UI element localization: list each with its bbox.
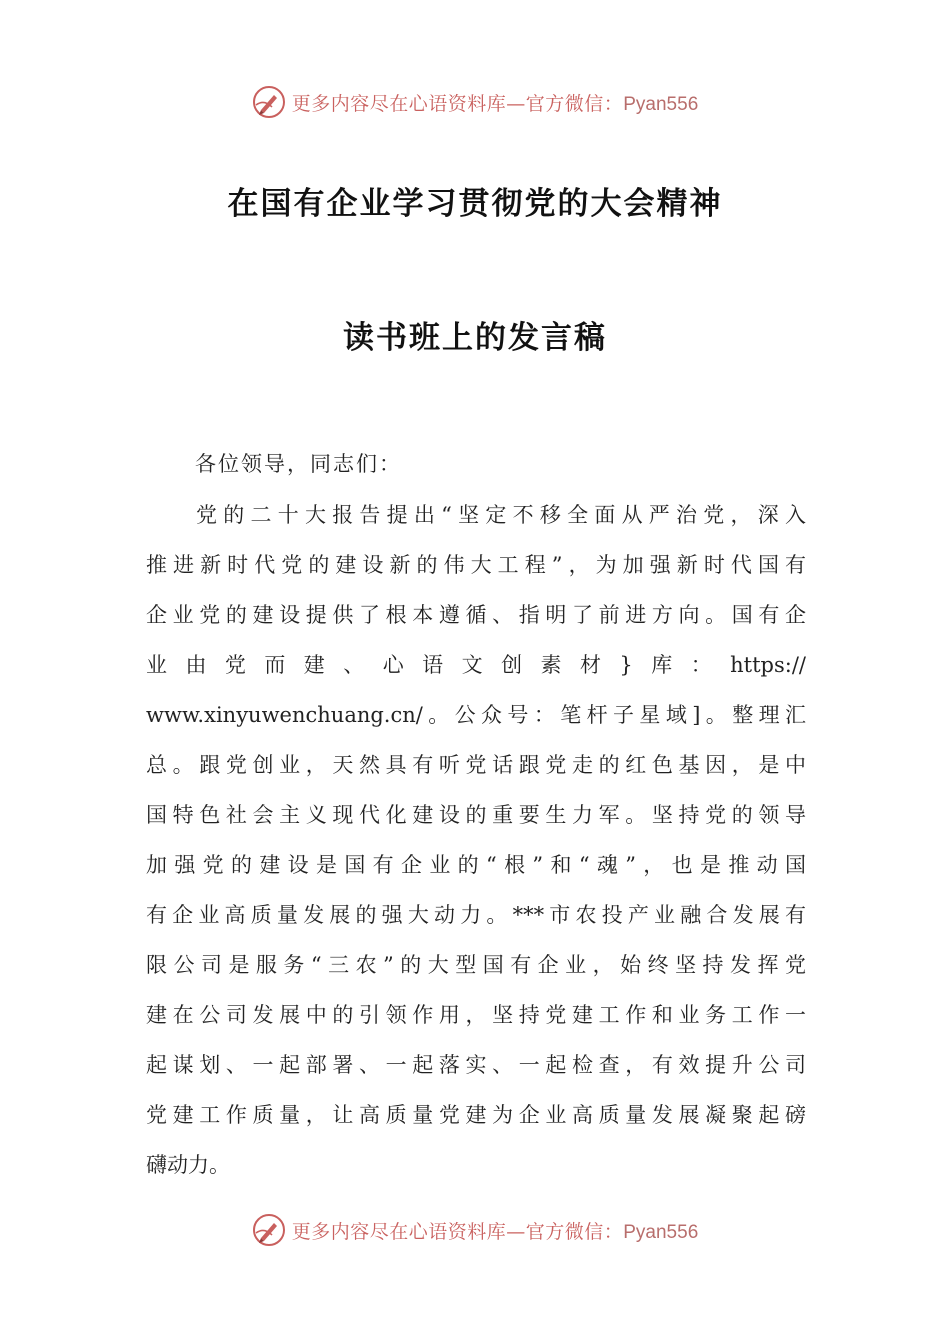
body-line: 建在公司发展中的引领作用，坚持党建工作和业务工作一 bbox=[146, 1003, 806, 1027]
body-line: 总。跟党创业，天然具有听党话跟党走的红色基因，是中 bbox=[146, 753, 806, 777]
body-line: 起谋划、一起部署、一起落实、一起检查，有效提升公司 bbox=[146, 1053, 806, 1077]
body-line: 党的二十大报告提出“坚定不移全面从严治党，深入 bbox=[196, 503, 806, 527]
header-banner bbox=[0, 82, 950, 122]
body-line: www.xinyuwenchuang.cn/。公众号：笔杆子星域]。整理汇 bbox=[146, 703, 806, 727]
body-paragraph bbox=[146, 490, 806, 1190]
pen-logo-icon bbox=[252, 85, 286, 119]
body-line: 企业党的建设提供了根本遵循、指明了前进方向。国有企 bbox=[146, 603, 806, 627]
document-title-line-2: 读书班上的发言稿 bbox=[343, 320, 607, 356]
body-line: 礴动力。 bbox=[146, 1153, 230, 1177]
banner-text: 更多内容尽在心语资料库—官方微信：Pyan556 bbox=[291, 92, 699, 115]
greeting: 各位领导，同志们： bbox=[195, 452, 402, 476]
banner-wechat-id: Pyan556 bbox=[623, 93, 699, 115]
body-line: 党建工作质量，让高质量党建为企业高质量发展凝聚起磅 bbox=[146, 1103, 806, 1127]
body-line: 加强党的建设是国有企业的“根”和“魂”，也是推动国 bbox=[146, 853, 806, 877]
body-line: 有企业高质量发展的强大动力。***市农投产业融合发展有 bbox=[146, 903, 806, 927]
banner-text: 更多内容尽在心语资料库—官方微信：Pyan556 bbox=[291, 1220, 699, 1243]
body-line: 业由党而建、心语文创素材}库：https:// bbox=[146, 653, 806, 677]
body-line: 国特色社会主义现代化建设的重要生力军。坚持党的领导 bbox=[146, 803, 806, 827]
document-title-line-1: 在国有企业学习贯彻党的大会精神 bbox=[227, 186, 723, 222]
body-line: 限公司是服务“三农”的大型国有企业，始终坚持发挥党 bbox=[146, 953, 806, 977]
footer-banner bbox=[0, 1210, 950, 1250]
banner-wechat-id: Pyan556 bbox=[623, 1221, 699, 1243]
body-line: 推进新时代党的建设新的伟大工程”，为加强新时代国有 bbox=[146, 553, 806, 577]
pen-logo-icon bbox=[252, 1213, 286, 1247]
